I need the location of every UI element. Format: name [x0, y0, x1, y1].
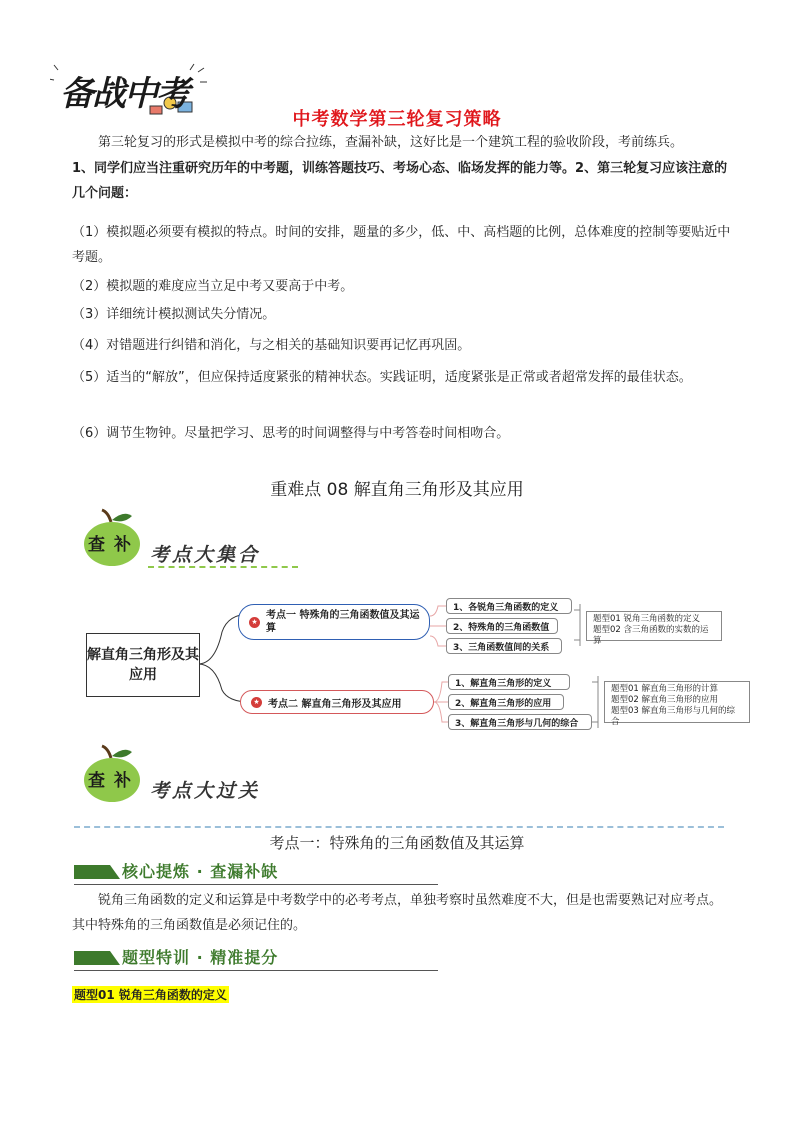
banner-underline: [148, 566, 298, 568]
banner-text: 考点大集合: [150, 544, 261, 566]
kaodian-1-title: 考点一：特殊角的三角函数值及其运算: [269, 834, 525, 852]
type-01-label: 题型01 锐角三角函数的定义: [74, 988, 227, 1002]
mindmap-k2-leaf-1: 1、解直角三角形的定义: [448, 674, 570, 690]
banner-icon-right: 补: [114, 535, 131, 555]
mindmap-k1-type-2: 题型02 含三角函数的实数的运算: [593, 625, 709, 646]
mindmap-kaodian-1-label: 考点一 特殊角的三角函数值及其运算: [265, 610, 420, 634]
divider: [74, 826, 724, 828]
item-2: （2）模拟题的难度应当立足中考又要高于中考。: [72, 279, 354, 294]
mindmap-kaodian-2-label: 考点二 解直角三角形及其应用: [268, 698, 402, 710]
banner-text: 考点大过关: [150, 780, 261, 802]
mindmap-k1-leaf-1: 1、各锐角三角函数的定义: [446, 598, 572, 614]
mindmap-k2-type-3: 题型03 解直角三角形与几何的综合: [611, 706, 736, 727]
train-banner-text: 题型特训 · 精准提分: [122, 948, 279, 967]
logo-text: 备战中考: [60, 74, 188, 114]
banner-bar-icon: [74, 865, 110, 879]
mindmap-kaodian-2: [240, 690, 434, 714]
banner-kaodian-guoguan: [78, 744, 298, 804]
page-title: 中考数学第三轮复习策略: [292, 109, 502, 130]
train-banner: [74, 944, 438, 971]
mindmap-kaodian-1: [238, 604, 430, 640]
mindmap-k2-leaf-3: 3、解直角三角形与几何的综合: [448, 714, 592, 730]
item-4: （4）对错题进行纠错和消化，与之相关的基础知识要再记忆再巩固。: [72, 338, 471, 353]
banner-icon-left: 查: [88, 535, 105, 555]
point-1: 1、同学们应当注重研究历年的中考题，训练答题技巧、考场心态、临场发挥的能力等。2、第三轮复习应该注意的几个问题：: [72, 161, 728, 201]
item-3: （3）详细统计模拟测试失分情况。: [72, 307, 276, 322]
core-banner-text: 核心提炼 · 查漏补缺: [122, 862, 279, 881]
mindmap-k1-leaf-2: 2、特殊角的三角函数值: [446, 618, 558, 634]
banner-icon-right: 补: [114, 771, 131, 791]
star-icon: ★: [251, 697, 262, 708]
mindmap-k2-leaf-2: 2、解直角三角形的应用: [448, 694, 564, 710]
mindmap-k1-types: [586, 611, 722, 646]
mindmap-k1-type-1: 题型01 锐角三角函数的定义: [593, 614, 701, 624]
banner-bar-icon: [74, 951, 110, 965]
section-title: 重难点 08 解直角三角形及其应用: [270, 480, 524, 500]
mindmap-k2-types: [604, 681, 750, 727]
banner-kaodian-jihe: [78, 508, 298, 568]
intro-paragraph: 第三轮复习的形式是模拟中考的综合拉练，查漏补缺，这好比是一个建筑工程的验收阶段，考前练兵。: [98, 135, 684, 150]
mindmap-root: 解直角三角形及其应用: [86, 633, 200, 697]
item-5: （5）适当的“解放”，但应保持适度紧张的精神状态。实践证明，适度紧张是正常或者超常发挥的最佳状态。: [72, 370, 692, 385]
mindmap-k2-type-1: 题型01 解直角三角形的计算: [611, 684, 719, 694]
banner-icon-left: 查: [88, 771, 105, 791]
core-paragraph: 锐角三角函数的定义和运算是中考数学中的必考考点，单独考察时虽然难度不大，但是也需要熟记对应考点。其中特殊角的三角函数值是必须记住的。: [72, 893, 723, 933]
mindmap-k1-leaf-3: 3、三角函数值间的关系: [446, 638, 562, 654]
core-banner: [74, 858, 438, 885]
mindmap-k2-type-2: 题型02 解直角三角形的应用: [611, 695, 719, 705]
item-6: （6）调节生物钟。尽量把学习、思考的时间调整得与中考答卷时间相吻合。: [72, 426, 510, 441]
item-1: （1）模拟题必须要有模拟的特点。时间的安排，题量的多少，低、中、高档题的比例，总体难度的控制等要贴近中考题。: [72, 225, 731, 265]
star-icon: ★: [249, 617, 260, 628]
